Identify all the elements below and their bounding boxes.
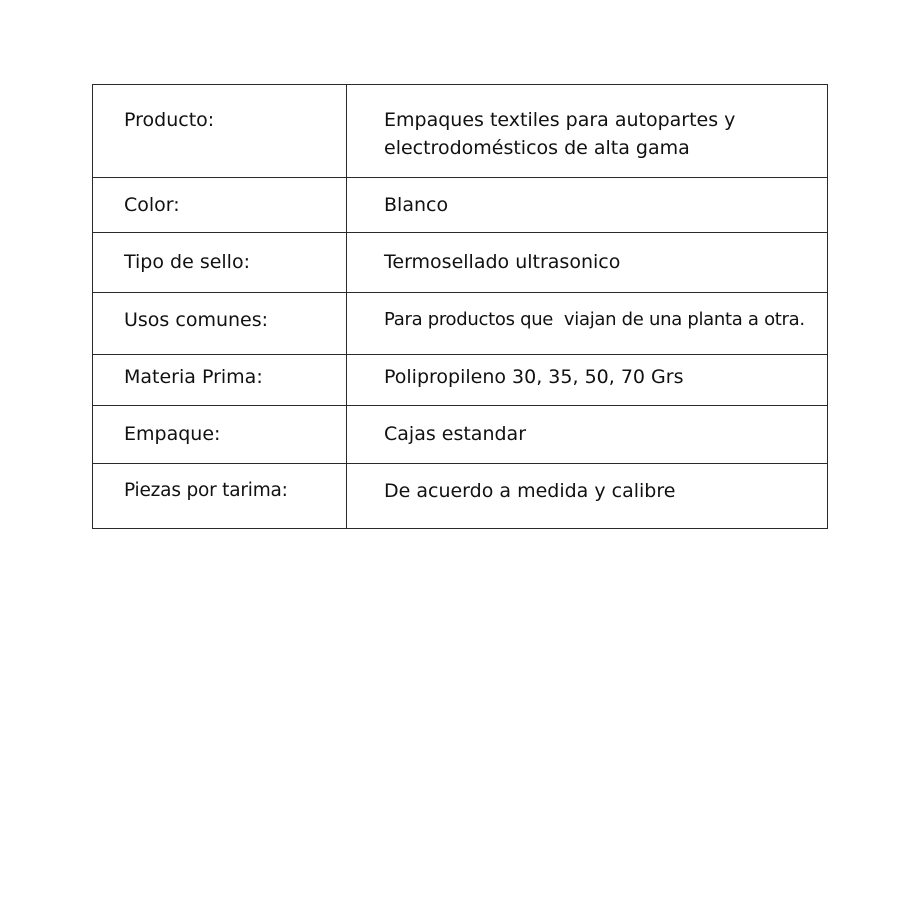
row-value-cell (347, 464, 828, 529)
row-label: Producto: (124, 109, 215, 131)
table-row (93, 464, 828, 529)
row-value: Polipropileno 30, 35, 50, 70 Grs (384, 366, 684, 388)
table-row (93, 85, 828, 178)
row-label-cell (93, 178, 347, 233)
row-label-cell (93, 233, 347, 293)
row-value: Empaques textiles para autopartes y electrodomésticos de alta gama (384, 109, 736, 159)
row-label: Piezas por tarima: (124, 480, 288, 501)
table-row (93, 355, 828, 406)
row-value: Termosellado ultrasonico (384, 251, 621, 273)
row-label-cell (93, 406, 347, 464)
row-label: Materia Prima: (124, 366, 263, 388)
row-value: Cajas estandar (384, 423, 527, 445)
table-row (93, 406, 828, 464)
row-label: Usos comunes: (124, 309, 269, 331)
row-value-cell (347, 293, 828, 355)
row-label: Empaque: (124, 423, 221, 445)
row-label-cell (93, 355, 347, 406)
row-label-cell (93, 293, 347, 355)
row-value-cell (347, 233, 828, 293)
row-label-cell (93, 464, 347, 529)
row-value-cell (347, 178, 828, 233)
table-row (93, 178, 828, 233)
row-label: Tipo de sello: (124, 251, 250, 273)
row-label: Color: (124, 194, 180, 216)
row-label-cell (93, 85, 347, 178)
row-value-cell (347, 355, 828, 406)
row-value-cell (347, 85, 828, 178)
row-value-cell (347, 406, 828, 464)
row-value: De acuerdo a medida y calibre (384, 480, 676, 502)
row-value: Para productos que viajan de una planta a otra. (384, 309, 805, 330)
table-row (93, 233, 828, 293)
row-value: Blanco (384, 194, 449, 216)
spec-table (92, 84, 828, 529)
table-row (93, 293, 828, 355)
